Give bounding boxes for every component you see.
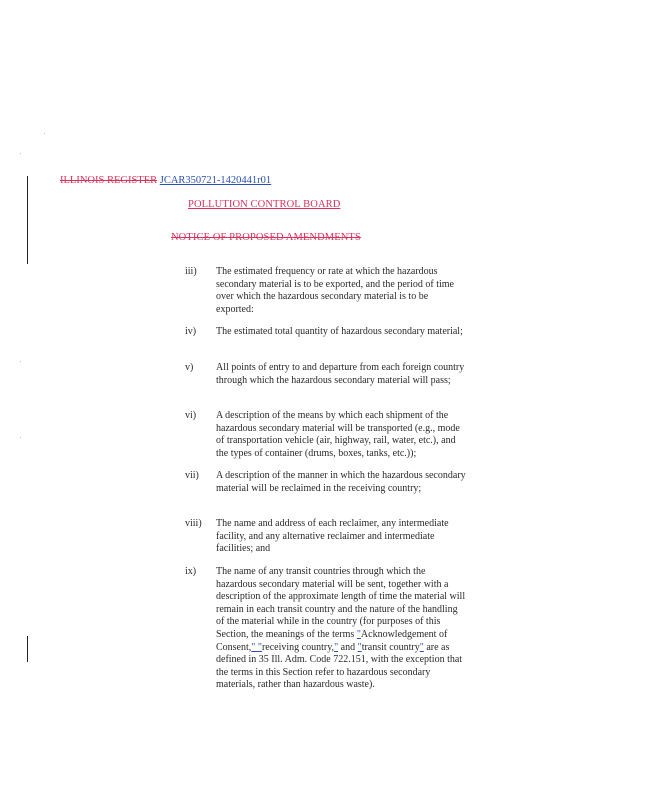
scan-speck (20, 361, 21, 362)
item-number: v) (185, 362, 194, 373)
item-number: ix) (185, 566, 197, 577)
inserted-quote: " (357, 641, 362, 653)
item-text: The name and address of each reclaimer, any intermediate facility, and any alternative reclaimer and intermediate facilities; and (216, 518, 449, 555)
item-text: All points of entry to and departure from each foreign country through which the hazardous secondary material will pass; (216, 362, 465, 386)
scan-speck (20, 153, 21, 154)
scan-speck (44, 133, 45, 134)
inserted-quote: " (419, 641, 424, 653)
header-line (60, 175, 271, 186)
item-number: iv) (185, 326, 197, 337)
term-receiving-country: receiving country, (261, 641, 335, 653)
notice-title: NOTICE OF PROPOSED AMENDMENTS (171, 232, 361, 243)
change-bar-top (27, 176, 28, 264)
item-number: viii) (185, 518, 202, 529)
item-text: A description of the means by which each shipment of the hazardous secondary material will be transported (e.g., mode of transportation vehicle (air, highway, rail, water, etc.), and the types of container (drums, boxes, tanks, etc.)); (216, 410, 460, 459)
item-text: The estimated frequency or rate at which the hazardous secondary material is to be exported, and the period of time over which the hazardous secondary material is to be exported: (216, 266, 454, 315)
inserted-quote: " (334, 641, 339, 653)
item-text-part: The name of any transit countries through which the hazardous secondary material will be sent, together with a description of the approximate length of time the material will remain in each transit country and the nature of the handling of the material while in the country (for purposes of this Section, the meanings of the terms (216, 566, 466, 640)
item-text-part: and (338, 641, 358, 653)
board-title: POLLUTION CONTROL BOARD (188, 199, 341, 210)
item-number: vi) (185, 410, 197, 421)
change-bar-bottom (27, 636, 28, 662)
item-text-part: are as defined in 35 Ill. Adm. Code 722.151, with the exception that the terms in this Section refer to hazardous secondary materials, rather than hazardous waste). (216, 641, 463, 691)
item-text: The estimated total quantity of hazardous secondary material; (216, 326, 463, 337)
register-struck-text: ILLINOIS REGISTER (60, 175, 158, 186)
jcar-identifier: JCAR350721-1420441r01 (159, 175, 272, 186)
term-transit-country: transit country (361, 641, 420, 653)
inserted-quote: " " (251, 641, 262, 653)
item-number: iii) (185, 266, 197, 277)
inserted-quote: " (356, 628, 361, 640)
item-text (216, 566, 466, 692)
item-text: A description of the manner in which the hazardous secondary material will be reclaimed in the receiving country; (216, 470, 466, 494)
item-number: vii) (185, 470, 199, 481)
scan-speck (20, 437, 21, 438)
term-acknowledgement: Acknowledgement of Consent, (216, 628, 448, 653)
